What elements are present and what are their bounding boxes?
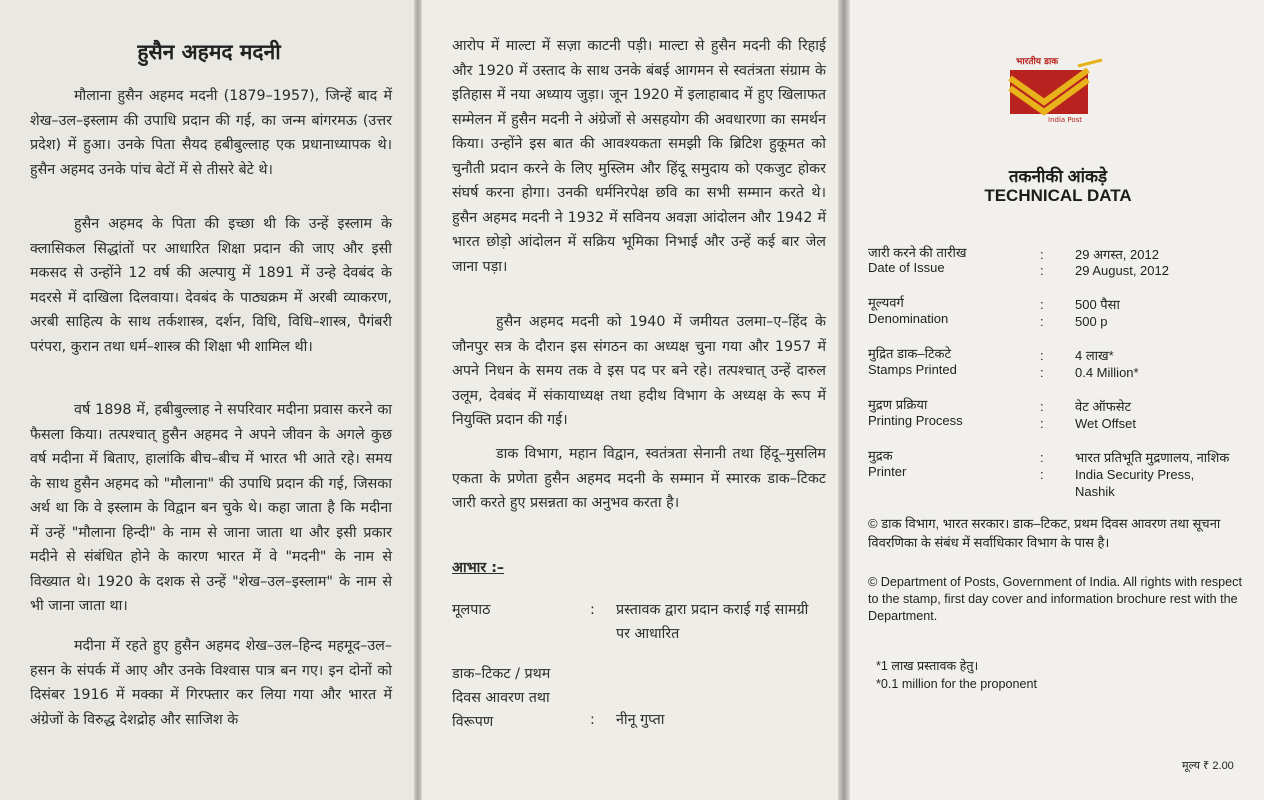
copyright-english: © Department of Posts, Government of India. All rights with respect to the stamp, first day cover and information brochure rest with the Department.	[868, 575, 1242, 623]
ack-label: मूलपाठ	[452, 602, 491, 618]
denomination-label: Denomination	[868, 311, 949, 326]
printer-value-hindi: भारत प्रतिभूति मुद्रणालय, नाशिक	[1075, 450, 1230, 465]
footnote-hindi: *1 लाख प्रस्तावक हेतु।	[876, 659, 979, 673]
date-of-issue-value: 29 August, 2012	[1075, 263, 1169, 278]
date-of-issue-label: Date of Issue	[868, 260, 945, 275]
colon: :	[1040, 314, 1044, 329]
stamps-printed-value: 0.4 Million*	[1075, 365, 1139, 380]
ack-value: प्रस्तावक द्वारा प्रदान कराई गई सामग्री पर आधारित	[616, 602, 809, 642]
colon: :	[1040, 450, 1044, 465]
stamps-printed-label: Stamps Printed	[868, 362, 957, 377]
colon: :	[1040, 348, 1044, 363]
colon: :	[1040, 297, 1044, 312]
ack-colon: :	[590, 602, 595, 618]
printer-value: India Security Press, Nashik	[1075, 467, 1195, 499]
copyright-hindi: © डाक विभाग, भारत सरकार। डाक–टिकट, प्रथम दिवस आवरण तथा सूचना विवरणिका के संबंध में सर्वाधिकार विभाग के पास है।	[868, 516, 1221, 550]
date-of-issue-label-hindi: जारी करने की तारीख	[868, 245, 967, 260]
technical-data-heading: TECHNICAL DATA	[984, 186, 1132, 205]
acknowledgement-heading: आभार :–	[452, 560, 505, 576]
page-title: हुसैन अहमद मदनी	[137, 39, 281, 64]
printer-label-hindi: मुद्रक	[868, 448, 893, 463]
colon: :	[1040, 247, 1044, 262]
stamps-printed-value-hindi: 4 लाख*	[1075, 348, 1114, 363]
biography-paragraph: आरोप में माल्टा में सज़ा काटनी पड़ी। माल्टा से हुसैन मदनी की रिहाई और 1920 में उस्ताद के साथ उनके बंबई आगमन से स्वतंत्रता संग्राम के इतिहास में नया अध्याय जुड़ा। जून 1920 में इलाहाबाद में हुए खिलाफत सम्मेलन में हुसैन मदनी ने अंग्रेजों से असहयोग की अवधारणा का समर्थन किया। उन्होंने इस बात की आवश्यकता समझी कि ब्रिटिश हुकूमत को चुनौती प्रदान करने के लिए मुस्लिम और हिंदू समुदाय को एकजुट होकर संघर्ष करना होगा। उनकी धर्मनिरपेक्ष छवि का सभी सम्मान करते थे। हुसैन अहमद मदनी ने 1932 में सविनय अवज्ञा आंदोलन और 1942 में भारत छोड़ो आंदोलन में सक्रिय भूमिका निभाई और उन्हें कई बार जेल जाना पड़ा।	[452, 38, 826, 275]
technical-data-heading-hindi: तकनीकी आंकड़े	[1008, 167, 1108, 186]
india-post-logo	[1008, 56, 1104, 128]
colon: :	[1040, 467, 1044, 482]
ack-label: डाक–टिकट / प्रथम दिवस आवरण तथा विरूपण	[452, 666, 551, 730]
biography-paragraph: मौलाना हुसैन अहमद मदनी (1879–1957), जिन्हें बाद में शेख–उल–इस्लाम की उपाधि प्रदान की गई, का जन्म बांगरमऊ (उत्तर प्रदेश) में हुआ। उनके पिता सैयद हबीबुल्लाह एक प्रधानाध्यापक थे। हुसैन अहमद उनके पांच बेटों में से तीसरे बेटे थे।	[30, 88, 392, 178]
ack-colon: :	[590, 712, 595, 728]
biography-paragraph: हुसैन अहमद मदनी को 1940 में जमीयत उलमा–ए–हिंद के जौनपुर सत्र के दौरान इस संगठन का अध्यक्ष चुना गया और 1957 में अपने निधन के समय तक वे इस पद पर बने रहे। तत्पश्चात् उन्हें दारुल उलूम, देवबंद में संकायाध्यक्ष तथा हदीथ विभाग के अध्यक्ष के रूप में नियुक्ति प्रदान की गई।	[452, 314, 826, 428]
denomination-value: 500 p	[1075, 314, 1108, 329]
colon: :	[1040, 365, 1044, 380]
colon: :	[1040, 263, 1044, 278]
printing-process-value-hindi: वेट ऑफसेट	[1075, 399, 1132, 414]
stamps-printed-label-hindi: मुद्रित डाक–टिकटे	[868, 346, 952, 361]
printing-process-label: Printing Process	[868, 413, 963, 428]
printer-label: Printer	[868, 464, 907, 479]
printing-process-label-hindi: मुद्रण प्रक्रिया	[868, 397, 928, 412]
printing-process-value: Wet Offset	[1075, 416, 1136, 431]
page-fold	[414, 0, 422, 800]
page-fold	[838, 0, 850, 800]
ack-value: नीनू गुप्ता	[616, 712, 665, 728]
date-of-issue-value-hindi: 29 अगस्त, 2012	[1075, 247, 1159, 262]
denomination-label-hindi: मूल्यवर्ग	[868, 295, 904, 310]
colon: :	[1040, 416, 1044, 431]
biography-paragraph: मदीना में रहते हुए हुसैन अहमद शेख–उल–हिन्द महमूद–उल–हसन के संपर्क में आए और उनके विश्वास पात्र बन गए। इन दोनों को दिसंबर 1916 में मक्का में गिरफ्तार कर लिया गया और भारत में अंग्रेजों के विरुद्ध देशद्रोह और साजिश के	[30, 638, 392, 728]
price-label: मूल्य ₹ 2.00	[1182, 760, 1234, 772]
logo-text: भारतीय डाक	[1016, 57, 1059, 67]
logo-subtext: India Post	[1048, 116, 1083, 124]
footnote-english: *0.1 million for the proponent	[876, 677, 1038, 691]
biography-paragraph: वर्ष 1898 में, हबीबुल्लाह ने सपरिवार मदीना प्रवास करने का फैसला किया। तत्पश्चात् हुसैन अहमद ने अपने जीवन के अगले कुछ वर्ष मदीना में बिताए, हालांकि बीच–बीच में भारत भी आते रहे। समय के साथ हुसैन अहमद को "मौलाना" की उपाधि प्रदान की गई, जिसका अर्थ था कि वे इस्लाम के विद्वान बन चुके थे। कहा जाता है कि मदीना में उन्हें "मौलाना हिन्दी" के नाम से जाना जाता था और इसी प्रकार मदीने से संबंधित होने के कारण भारत में वे "मदनी" के नाम से विख्यात थे। 1920 के दशक से उन्हें "शेख–उल–इस्लाम" के नाम से भी जाना जाता था।	[30, 402, 392, 614]
denomination-value-hindi: 500 पैसा	[1075, 297, 1120, 312]
biography-paragraph: हुसैन अहमद के पिता की इच्छा थी कि उन्हें इस्लाम के क्लासिकल सिद्धांतों पर आधारित शिक्षा प्रदान की जाए और इसी मकसद से उन्होंने 12 वर्ष की अल्पायु में 1891 में उन्हे देवबंद के मदरसे में दाखिला दिलवाया। देवबंद के पाठ्यक्रम में अरबी व्याकरण, अरबी साहित्य के साथ तर्कशास्त्र, दर्शन, विधि, विधि–शास्त्र, पैगंबरी परंपरा, कुरान तथा धर्म–शास्त्र की शिक्षा भी शामिल थी।	[30, 216, 392, 355]
biography-paragraph: डाक विभाग, महान विद्वान, स्वतंत्रता सेनानी तथा हिंदू–मुसलिम एकता के प्रणेता हुसैन अहमद मदनी के सम्मान में स्मारक डाक–टिकट जारी करते हुए प्रसन्नता का अनुभव करता है।	[452, 446, 826, 511]
colon: :	[1040, 399, 1044, 414]
